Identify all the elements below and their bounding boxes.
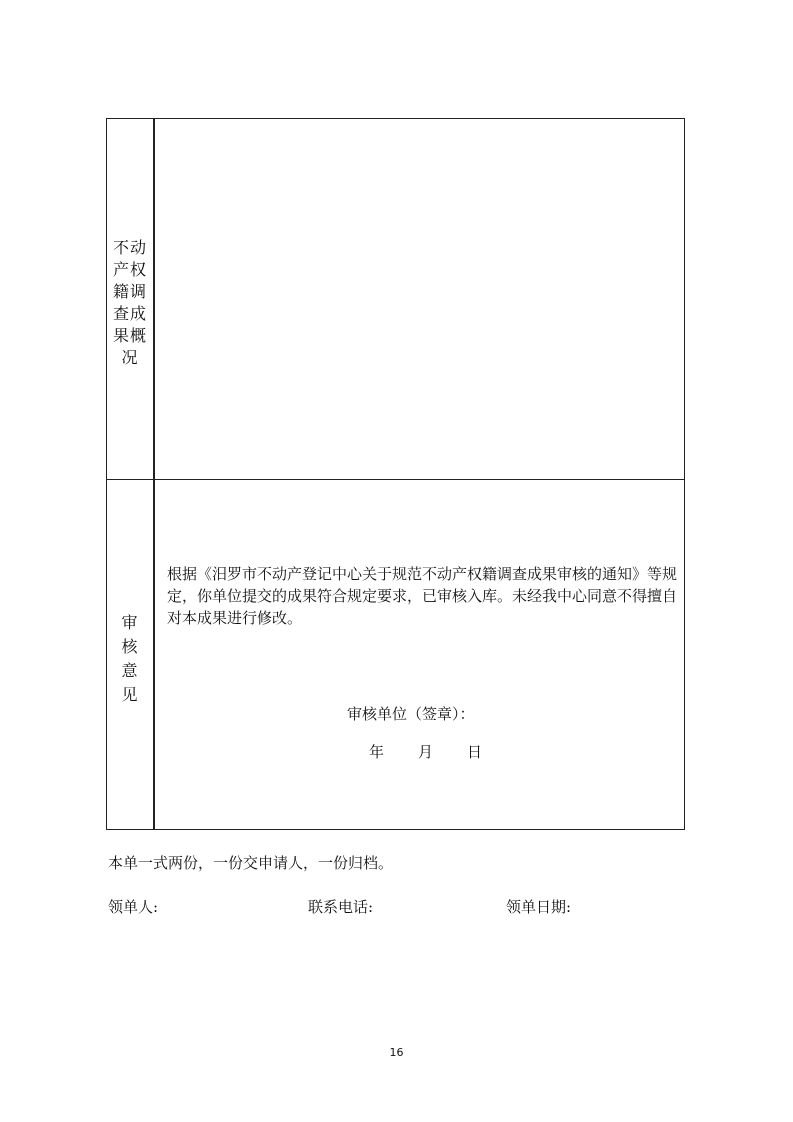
date-month: 月 (418, 743, 434, 761)
column-divider (153, 119, 155, 829)
pickup-date-field: 领单日期: (506, 898, 572, 916)
copies-note: 本单一式两份，一份交申请人，一份归档。 (108, 854, 394, 872)
review-opinion-text: 根据《汨罗市不动产登记中心关于规范不动产权籍调查成果审核的通知》等规定，你单位提交的成果符合规定要求，已审核入库。未经我中心同意不得擅自对本成果进行修改。 (167, 565, 678, 627)
review-opinion-label: 审 核 意 见 (121, 613, 139, 704)
date-day: 日 (467, 743, 483, 761)
phone-field: 联系电话: (308, 898, 374, 916)
recipient-field: 领单人: (108, 898, 159, 916)
review-unit-signature: 审核单位（签章）： (347, 705, 475, 723)
review-date (369, 741, 482, 762)
page-number: 16 (389, 1046, 404, 1059)
row-divider (107, 479, 684, 480)
review-form-table (106, 118, 685, 830)
date-year: 年 (369, 743, 385, 761)
survey-results-label: 不动 产权 籍调 查成 果概 况 (112, 238, 147, 367)
